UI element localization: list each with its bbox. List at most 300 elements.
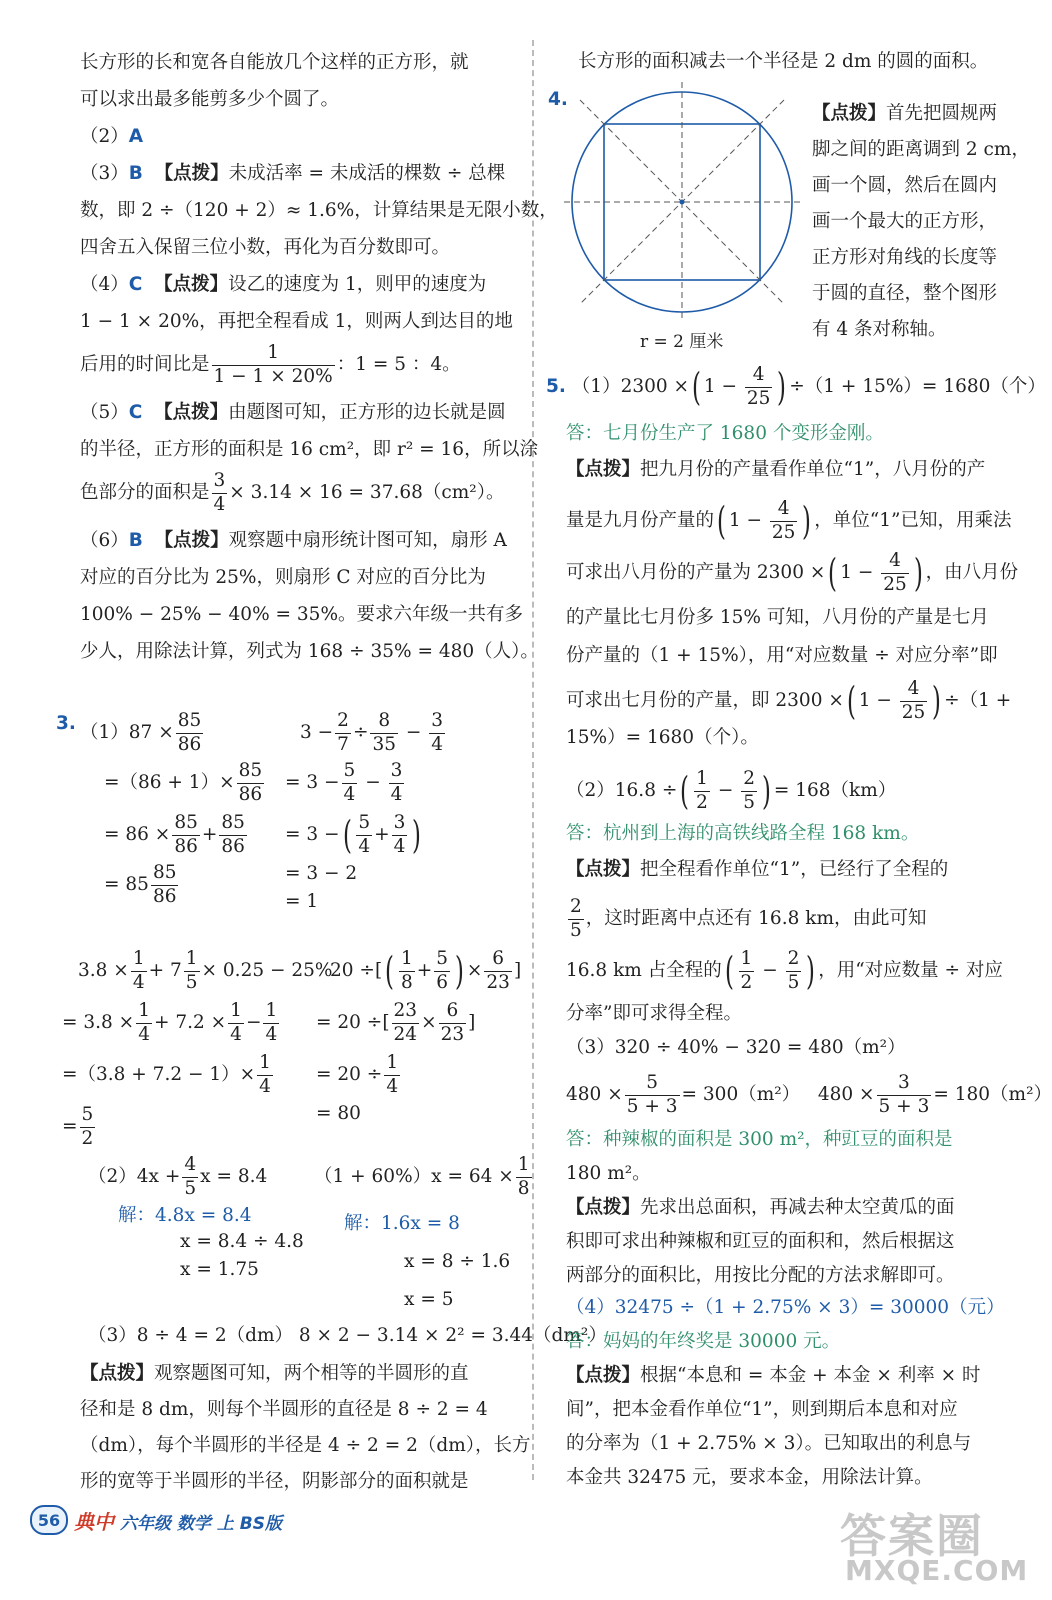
frac-den: 86 bbox=[177, 733, 202, 755]
calc-b-line-2: = 3 − $\frac{5}{4}$ − $\frac{3}{4}$ bbox=[285, 760, 403, 805]
q5-2b: = 168（km） bbox=[773, 780, 897, 801]
frac bbox=[516, 1156, 532, 1198]
frac bbox=[392, 1002, 420, 1044]
frac bbox=[881, 552, 909, 594]
frac-den: 5 + 3 bbox=[626, 1095, 678, 1117]
q5-2-tip-text: 把全程看作单位“1”，已经行了全程的 bbox=[640, 859, 949, 880]
q5-3b2: = 300（m²） bbox=[681, 1084, 801, 1105]
frac-den: 2 bbox=[81, 1127, 94, 1149]
page-footer bbox=[30, 1500, 282, 1540]
frac bbox=[739, 950, 755, 992]
frac-num: 4 bbox=[881, 552, 909, 574]
q6-tip: 【点拨】 bbox=[154, 530, 229, 551]
q5-2a: （2）16.8 ÷ bbox=[566, 780, 678, 801]
book-brand bbox=[74, 1506, 282, 1535]
q3-line-3: 四舍五入保留三位小数，再化为百分数即可。 bbox=[80, 237, 451, 258]
q5-2-tip: 【点拨】 bbox=[566, 859, 641, 880]
frac-num: 1 bbox=[263, 1002, 279, 1024]
q4-right-tip: 【点拨】 bbox=[812, 103, 887, 124]
calc-a3-frac-1 bbox=[172, 814, 200, 856]
q4-fraction bbox=[212, 344, 335, 386]
q5-answer-3-line-1: 答：种辣椒的面积是 300 m²，种豇豆的面积是 bbox=[566, 1129, 953, 1150]
minus: − bbox=[245, 1012, 262, 1033]
q5-3-tip-line-1 bbox=[566, 1190, 955, 1226]
frac-den: 25 bbox=[771, 521, 796, 543]
paren: ( bbox=[724, 949, 734, 993]
intro-line-1: 长方形的长和宽各自能放几个这样的正方形，就 bbox=[80, 52, 469, 73]
calc-a4-frac bbox=[151, 864, 179, 906]
frac bbox=[392, 814, 408, 856]
frac bbox=[439, 1002, 467, 1044]
q5-3-line-1: （3）320 ÷ 40% − 320 = 480（m²） bbox=[566, 1037, 906, 1058]
calc-d-line-1: 20 ÷[( $\frac{1}{8}$ + $\frac{5}{6}$ ) × $\frac{6}{23}$ ] bbox=[330, 948, 522, 993]
frac bbox=[741, 770, 757, 812]
calc-c-line-3 bbox=[62, 1054, 275, 1096]
calc-c4: = bbox=[62, 1116, 78, 1137]
q5-3-line-2 bbox=[566, 1074, 1052, 1116]
frac-den: 2 bbox=[696, 791, 708, 813]
frac bbox=[136, 1002, 152, 1044]
frac-num: 3 bbox=[392, 814, 408, 836]
frac-num: 85 bbox=[219, 814, 247, 836]
q5-2-tip-line-1 bbox=[566, 852, 948, 888]
frac bbox=[182, 1156, 198, 1198]
frac-num: 1 bbox=[136, 1002, 152, 1024]
paren: ( bbox=[680, 769, 690, 813]
paren: ) bbox=[802, 499, 812, 543]
frac-num: 2 bbox=[741, 770, 757, 792]
left-column bbox=[80, 44, 558, 670]
q5-answer-1: 答：七月份生产了 1680 个变形金刚。 bbox=[566, 423, 884, 444]
calc-a3-frac-2 bbox=[219, 814, 247, 856]
q3-line-1 bbox=[80, 155, 520, 192]
calc-a1: （1）87 × bbox=[80, 722, 174, 743]
calc-f-line-3: x = 8 ÷ 1.6 bbox=[404, 1251, 511, 1272]
q5-tip-line-7: 15%）= 1680（个）。 bbox=[566, 727, 759, 748]
frac-den: 4 bbox=[265, 1023, 278, 1045]
frac-den: 5 + 3 bbox=[878, 1095, 930, 1117]
paren: ( bbox=[846, 679, 856, 723]
calc-b3: = 3 − bbox=[285, 824, 340, 845]
page-number: 56 bbox=[30, 1505, 68, 1535]
calc-g-line-4: （dm），每个半圆形的半径是 4 ÷ 2 = 2（dm），长方 bbox=[80, 1435, 531, 1456]
calc-a1-frac bbox=[176, 712, 204, 754]
q6-line-3: 100% − 25% − 40% = 35%。要求六年级一共有多 bbox=[80, 604, 524, 625]
calc-c1b: + 7 bbox=[148, 960, 182, 981]
calc-b1: 3 − bbox=[300, 722, 334, 743]
calc-c2: = 3.8 × bbox=[62, 1012, 135, 1033]
frac bbox=[745, 366, 773, 408]
frac-num: 1 bbox=[516, 1156, 532, 1178]
q4-right-text: 首先把圆规两 bbox=[886, 103, 998, 124]
q5-4-tip: 【点拨】 bbox=[566, 1365, 641, 1386]
frac-den: 86 bbox=[238, 783, 263, 805]
calc-g-line-3: 径和是 8 dm，则每个半圆形的直径是 8 ÷ 2 = 4 bbox=[80, 1399, 488, 1420]
frac-den: 4 bbox=[431, 733, 444, 755]
q5-tip: 【点拨】 bbox=[566, 459, 641, 480]
paren: ( bbox=[385, 949, 395, 993]
frac-den: 86 bbox=[174, 835, 198, 857]
q3-tip: 【点拨】 bbox=[154, 163, 229, 184]
frac bbox=[568, 898, 584, 940]
calc-f-line-4: x = 5 bbox=[404, 1289, 454, 1310]
frac bbox=[335, 712, 351, 754]
paren: ) bbox=[913, 551, 923, 595]
calc-c-line-4 bbox=[62, 1106, 97, 1148]
q4-line-2: 1 − 1 × 20%，再把全程看成 1，则两人到达目的地 bbox=[80, 311, 513, 332]
calc-d-line-3 bbox=[316, 1054, 402, 1096]
calc-a2: =（86 + 1）× bbox=[104, 772, 235, 793]
frac-num: 5 bbox=[342, 762, 358, 784]
calc-e1b: x = 8.4 bbox=[200, 1166, 268, 1187]
q5-2-t3a: 16.8 km 占全程的 bbox=[566, 960, 722, 981]
column-divider bbox=[532, 40, 534, 1480]
q4-tip-line-7: 有 4 条对称轴。 bbox=[812, 319, 947, 340]
frac-den: 5 bbox=[743, 791, 755, 813]
paren: ) bbox=[777, 365, 787, 409]
q5-2-t2: ，这时距离中点还有 16.8 km，由此可知 bbox=[585, 908, 927, 929]
q5-2-tip-line-4: 分率”即可求得全程。 bbox=[566, 1003, 742, 1024]
paren: ) bbox=[761, 769, 771, 813]
q4-label: 4. bbox=[548, 89, 568, 110]
q5-3-tip: 【点拨】 bbox=[566, 1197, 641, 1218]
frac-num: 4 bbox=[182, 1156, 198, 1178]
circle-square-diagram bbox=[562, 80, 802, 320]
calc-a-line-2 bbox=[104, 762, 266, 804]
q5-fraction bbox=[212, 472, 228, 514]
frac-num: 6 bbox=[484, 950, 512, 972]
frac bbox=[384, 1054, 400, 1096]
frac bbox=[484, 950, 512, 992]
frac-den: 6 bbox=[436, 971, 449, 993]
q5-text: 由题图可知，正方形的边长就是圆 bbox=[228, 402, 506, 423]
frac-num: 4 bbox=[770, 500, 798, 522]
center-point bbox=[680, 200, 685, 205]
calc-c1c: × 0.25 − 25% bbox=[201, 960, 333, 981]
frac-num: 2 bbox=[786, 950, 802, 972]
q5-tip-line-3: 可求出八月份的产量为 2300 ×( 1 − $\frac{4}{25}$ ) ，由八月份 bbox=[566, 550, 1019, 595]
frac-den: 5 bbox=[185, 971, 198, 993]
diagram-caption: r = 2 厘米 bbox=[640, 332, 724, 352]
q5-2-tip-line-2 bbox=[566, 898, 927, 940]
q5-t3a: 可求出八月份的产量为 2300 × bbox=[566, 562, 826, 583]
q4-tip-line-2: 脚之间的距离调到 2 cm， bbox=[812, 139, 1030, 160]
paren: ) bbox=[455, 949, 464, 993]
frac-den: 5 bbox=[570, 919, 582, 941]
q4-line-3 bbox=[80, 340, 520, 390]
q5-label: 5. bbox=[546, 376, 566, 397]
q4-text: 设乙的速度为 1，则甲的速度为 bbox=[228, 274, 487, 295]
calc-a-line-1 bbox=[80, 712, 205, 754]
q5-3b3: 480 × bbox=[817, 1084, 875, 1105]
frac-den: 86 bbox=[152, 885, 177, 907]
frac-num: 4 bbox=[745, 366, 773, 388]
calc-e1: （2）4x + bbox=[88, 1166, 181, 1187]
q4-answer: C bbox=[128, 274, 143, 295]
q4-frac-num: 1 bbox=[212, 344, 335, 366]
frac-den: 35 bbox=[372, 733, 396, 755]
calc-g-line-5: 形的宽等于半圆形的半径，阴影部分的面积就是 bbox=[80, 1471, 469, 1492]
q4-text-b: ：1 = 5 ：4。 bbox=[336, 354, 461, 375]
q5-3-tip-line-3: 两部分的面积比，用按比分配的方法求解即可。 bbox=[566, 1265, 955, 1286]
q5-tip-line-6: 可求出七月份的产量，即 2300 ×( 1 − $\frac{4}{25}$ ) ÷（1 + bbox=[566, 678, 1012, 723]
watermark-url: MXQE.COM bbox=[845, 1554, 1029, 1587]
q6-text: 观察题中扇形统计图可知，扇形 A bbox=[228, 530, 507, 551]
frac bbox=[434, 950, 450, 992]
q5-3-tip-line-2: 积即可求出种辣椒和豇豆的面积和，然后根据这 bbox=[566, 1231, 955, 1252]
g-tip: 【点拨】 bbox=[80, 1363, 155, 1384]
frac bbox=[900, 680, 928, 722]
frac-num: 1 bbox=[694, 770, 710, 792]
frac bbox=[228, 1002, 244, 1044]
calc-c3: =（3.8 + 7.2 − 1）× bbox=[62, 1064, 256, 1085]
calc-a3: = 86 × bbox=[104, 824, 171, 845]
frac-num: 5 bbox=[625, 1074, 680, 1096]
frac bbox=[356, 814, 372, 856]
q2-number: （2） bbox=[80, 126, 129, 147]
calc-a-line-3 bbox=[104, 814, 249, 856]
divide: ÷ bbox=[352, 722, 369, 743]
frac-den: 25 bbox=[883, 573, 907, 595]
q4-tip: 【点拨】 bbox=[154, 274, 229, 295]
plus: + bbox=[374, 824, 390, 845]
paren: ) bbox=[932, 679, 942, 723]
q5-line-3 bbox=[80, 468, 520, 518]
q5-3-tip-text: 先求出总面积，再减去种太空黄瓜的面 bbox=[640, 1197, 955, 1218]
q3-text: 未成活率 = 未成活的棵数 ÷ 总棵 bbox=[228, 163, 506, 184]
q5-3b1: 480 × bbox=[566, 1084, 623, 1105]
q5-answer-2: 答：杭州到上海的高铁线路全程 168 km。 bbox=[566, 823, 920, 844]
watermark-main: 答案圈 bbox=[840, 1509, 984, 1563]
frac-den: 25 bbox=[901, 701, 926, 723]
frac-den: 2 bbox=[740, 971, 753, 993]
calc-d-line-2: = 20 ÷[ $\frac{23}{24}$ × $\frac{6}{23}$ ] bbox=[316, 1000, 476, 1045]
frac-num: 3 bbox=[877, 1074, 932, 1096]
calc-c-line-1 bbox=[78, 950, 333, 992]
q3-line-2: 数，即 2 ÷（120 + 2）≈ 1.6%，计算结果是无限小数， bbox=[80, 200, 558, 221]
frac-num: 1 bbox=[228, 1002, 244, 1024]
q6-line-4: 少人，用除法计算，列式为 168 ÷ 35% = 480（人）。 bbox=[80, 641, 539, 662]
frac-den: 4 bbox=[230, 1023, 242, 1045]
section-3-number bbox=[56, 706, 76, 742]
q5-3b4: = 180（m²） bbox=[933, 1084, 1052, 1105]
book-title: 六年级 数学 上 BS版 bbox=[120, 1513, 282, 1534]
q4-tip-line-3: 画一个圆，然后在圆内 bbox=[812, 175, 998, 196]
q5-line-2: 的半径，正方形的面积是 16 cm²，即 r² = 16，所以涂 bbox=[80, 439, 539, 460]
frac-num: 1 bbox=[384, 1054, 400, 1076]
frac-den: 24 bbox=[393, 1023, 418, 1045]
frac-den: 86 bbox=[221, 835, 245, 857]
frac bbox=[770, 500, 798, 542]
paren-close: ) bbox=[412, 813, 422, 857]
q5-2-t3b: ，用“对应数量 ÷ 对应 bbox=[818, 960, 1003, 981]
frac-num: 3 bbox=[389, 762, 405, 784]
q5-text-b: × 3.14 × 16 = 37.68（cm²）。 bbox=[229, 482, 505, 503]
frac-den: 8 bbox=[400, 971, 413, 993]
q5-frac-den: 4 bbox=[213, 493, 226, 515]
calc-a4: = 85 bbox=[104, 874, 149, 895]
calc-d2: = 20 ÷ bbox=[316, 1012, 383, 1033]
frac bbox=[342, 762, 358, 804]
frac-num: 85 bbox=[151, 864, 179, 886]
calc-b-line-5: = 1 bbox=[285, 891, 319, 912]
q6-line-1 bbox=[80, 522, 520, 559]
frac-num: 5 bbox=[434, 950, 450, 972]
frac bbox=[625, 1074, 680, 1116]
q5-4-tip-line-2: 间”，把本金看作单位“1”，则到期后本息和对应 bbox=[566, 1399, 958, 1420]
frac-num: 2 bbox=[568, 898, 584, 920]
calc-d3: = 20 ÷ bbox=[316, 1064, 383, 1085]
q5-text-a: 色部分的面积是 bbox=[80, 482, 210, 503]
q2-line bbox=[80, 118, 520, 155]
q5-t6a: 可求出七月份的产量，即 2300 × bbox=[566, 690, 844, 711]
frac bbox=[80, 1106, 96, 1148]
paren: ) bbox=[806, 949, 816, 993]
calc-a2-frac bbox=[237, 762, 265, 804]
frac-num: 2 bbox=[335, 712, 351, 734]
frac-num: 1 bbox=[399, 950, 415, 972]
frac bbox=[263, 1002, 279, 1044]
q5-answer: C bbox=[128, 402, 143, 423]
frac-num: 1 bbox=[131, 950, 147, 972]
frac-num: 8 bbox=[370, 712, 398, 734]
frac bbox=[694, 770, 710, 812]
q4-frac-den: 1 − 1 × 20% bbox=[213, 365, 333, 387]
frac bbox=[257, 1054, 273, 1096]
q4-number: （4） bbox=[80, 274, 129, 295]
q5-tip-line-2: 量是九月份产量的( 1 − $\frac{4}{25}$ ) ，单位“1”已知，用乘法 bbox=[566, 498, 1012, 543]
frac-num: 1 bbox=[739, 950, 755, 972]
watermark bbox=[760, 1500, 1029, 1590]
q5-t2a: 量是九月份产量的 bbox=[566, 510, 715, 531]
frac-den: 25 bbox=[746, 387, 771, 409]
frac-den: 5 bbox=[787, 971, 800, 993]
frac bbox=[389, 762, 405, 804]
q5-4-tip-text: 根据“本息和 = 本金 + 本金 × 利率 × 时 bbox=[640, 1365, 981, 1386]
g-text: 观察题图可知，两个相等的半圆形的直 bbox=[154, 1363, 469, 1384]
paren: ( bbox=[691, 365, 701, 409]
section-3-label: 3. bbox=[56, 713, 76, 734]
calc-d-line-4: = 80 bbox=[316, 1103, 361, 1124]
q5-2-line: （2）16.8 ÷( $\frac{1}{2}$ − $\frac{2}{5}$ ) = 168（km） bbox=[566, 768, 897, 813]
q5-frac-num: 3 bbox=[212, 472, 228, 494]
frac bbox=[786, 950, 802, 992]
q5-tip-text: 把九月份的产量看作单位“1”，八月份的产 bbox=[640, 459, 986, 480]
q4-tip-line-4: 画一个最大的正方形， bbox=[812, 211, 998, 232]
frac-den: 4 bbox=[393, 835, 406, 857]
calc-g-line-1: （3）8 ÷ 4 = 2（dm） 8 × 2 − 3.14 × 2² = 3.44（dm²） bbox=[88, 1325, 607, 1346]
calc-b-line-1: 3 − $\frac{2}{7}$ ÷ $\frac{8}{35}$ − $\frac{3}{4}$ bbox=[300, 710, 444, 755]
frac-num: 1 bbox=[184, 950, 200, 972]
q5-1b: ÷（1 + 15%）= 1680（个） bbox=[789, 376, 1046, 397]
frac-num: 4 bbox=[900, 680, 928, 702]
frac-den: 8 bbox=[517, 1177, 530, 1199]
q3-answer: B bbox=[128, 163, 143, 184]
q5-4-tip-line-3: 的分率为（1 + 2.75% × 3）。已知取出的利息与 bbox=[566, 1433, 972, 1454]
paren: ( bbox=[716, 499, 726, 543]
frac-num: 85 bbox=[176, 712, 204, 734]
frac bbox=[877, 1074, 932, 1116]
calc-b-line-4: = 3 − 2 bbox=[285, 863, 358, 884]
frac-num: 5 bbox=[356, 814, 372, 836]
q5-tip-line-1 bbox=[566, 452, 985, 488]
calc-e-line-3: x = 8.4 ÷ 4.8 bbox=[180, 1231, 304, 1252]
q5-t2b: ，单位“1”已知，用乘法 bbox=[814, 510, 1012, 531]
frac-den: 4 bbox=[358, 835, 371, 857]
q5-t6b: ÷（1 + bbox=[944, 690, 1012, 711]
calc-b-line-3 bbox=[285, 814, 424, 856]
q5-answer-3-line-2: 180 m²。 bbox=[566, 1163, 651, 1184]
q2-answer: A bbox=[128, 126, 144, 147]
frac bbox=[131, 950, 147, 992]
frac-num: 3 bbox=[429, 712, 445, 734]
q5-tip-line-5: 份产量的（1 + 15%），用“对应数量 ÷ 对应分率”即 bbox=[566, 645, 998, 666]
calc-d1: 20 ÷ bbox=[330, 960, 375, 981]
q4-tip-line-6: 于圆的直径，整个图形 bbox=[812, 283, 998, 304]
calc-c1: 3.8 × bbox=[78, 960, 129, 981]
frac-den: 5 bbox=[184, 1177, 197, 1199]
calc-a-line-4 bbox=[104, 864, 180, 906]
q4-text-a: 后用的时间比是 bbox=[80, 354, 210, 375]
frac-num: 85 bbox=[172, 814, 200, 836]
calc-e-line-1 bbox=[88, 1156, 267, 1198]
calc-e-line-4: x = 1.75 bbox=[180, 1259, 259, 1280]
intro-line-2: 可以求出最多能剪多少个圆了。 bbox=[80, 89, 340, 110]
calc-b2: = 3 − bbox=[285, 772, 340, 793]
q5-4-tip-line-4: 本金共 32475 元，要求本金，用除法计算。 bbox=[566, 1467, 933, 1488]
frac-num: 23 bbox=[392, 1002, 420, 1024]
q5-answer-4: 答：妈妈的年终奖是 30000 元。 bbox=[566, 1331, 841, 1352]
q5-line-1 bbox=[80, 394, 520, 431]
q5-4-line: （4）32475 ÷（1 + 2.75% × 3）= 30000（元） bbox=[566, 1297, 1005, 1318]
q5-t3b: ，由八月份 bbox=[925, 562, 1019, 583]
q6-number: （6） bbox=[80, 530, 129, 551]
frac-den: 4 bbox=[259, 1075, 271, 1097]
q5-tip: 【点拨】 bbox=[154, 402, 229, 423]
frac-den: 4 bbox=[138, 1023, 150, 1045]
q4-tip-line-1 bbox=[812, 96, 997, 132]
q5-number: （5） bbox=[80, 402, 129, 423]
q5-1a: （1）2300 × bbox=[571, 376, 690, 397]
q6-answer: B bbox=[128, 530, 143, 551]
frac-den: 7 bbox=[337, 733, 349, 755]
frac-den: 4 bbox=[132, 971, 145, 993]
frac-num: 6 bbox=[439, 1002, 467, 1024]
frac bbox=[429, 712, 445, 754]
q5-4-tip-line-1 bbox=[566, 1358, 981, 1394]
frac-den: 23 bbox=[486, 971, 510, 993]
calc-f-line-1 bbox=[314, 1156, 534, 1198]
calc-g-tip-line bbox=[80, 1356, 469, 1392]
plus: + bbox=[201, 824, 218, 845]
q6-line-2: 对应的百分比为 25%，则扇形 C 对应的百分比为 bbox=[80, 567, 486, 588]
q3-number: （3） bbox=[80, 163, 129, 184]
calc-e-line-2: 解：4.8x = 8.4 bbox=[118, 1205, 252, 1226]
calc-f1: （1 + 60%）x = 64 × bbox=[314, 1166, 514, 1187]
q5-tip-line-4: 的产量比七月份多 15% 可知，八月份的产量是七月 bbox=[566, 607, 989, 628]
q5-2-tip-line-3: 16.8 km 占全程的( $\frac{1}{2}$ − $\frac{2}{5}$ ) ，用“对应数量 ÷ 对应 bbox=[566, 948, 1003, 993]
frac-num: 1 bbox=[257, 1054, 273, 1076]
q4-line-1 bbox=[80, 266, 520, 303]
brand-logo: 典中 bbox=[74, 1509, 114, 1534]
calc-c-line-2 bbox=[62, 1002, 281, 1044]
q5-1-line: 5. （1）2300 ×( 1 − $\frac{4}{25}$ ) ÷（1 + 15%）= 1680（个） bbox=[546, 364, 1046, 409]
q4-tip-line-5: 正方形对角线的长度等 bbox=[812, 247, 998, 268]
frac-num: 5 bbox=[80, 1106, 96, 1128]
paren: ( bbox=[828, 551, 838, 595]
frac bbox=[370, 712, 398, 754]
frac-den: 4 bbox=[343, 783, 356, 805]
